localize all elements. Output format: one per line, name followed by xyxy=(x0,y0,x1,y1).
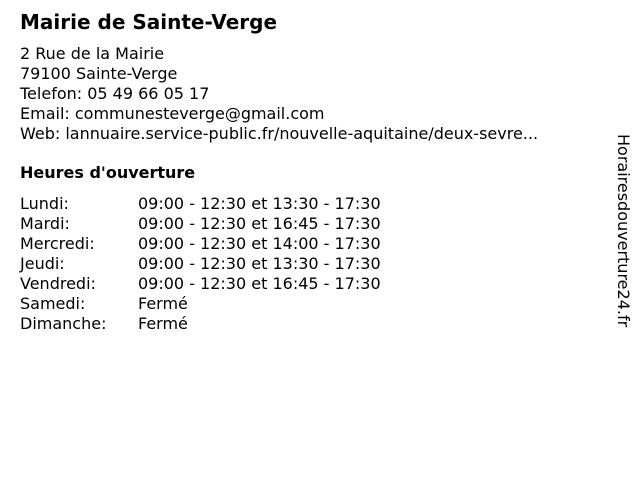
time-value: 09:00 - 12:30 et 13:30 - 17:30 xyxy=(138,194,381,213)
day-label: Vendredi: xyxy=(20,274,96,293)
hours-row-lundi xyxy=(20,194,440,214)
street-address: 2 Rue de la Mairie xyxy=(20,44,165,63)
time-value: Fermé xyxy=(138,314,188,333)
address-block xyxy=(20,44,538,144)
time-value: 09:00 - 12:30 et 16:45 - 17:30 xyxy=(138,274,381,293)
time-value: 09:00 - 12:30 et 14:00 - 17:30 xyxy=(138,234,381,253)
hours-table xyxy=(20,194,440,334)
hours-heading: Heures d'ouverture xyxy=(20,163,196,182)
day-label: Mardi: xyxy=(20,214,70,233)
hours-row-vendredi xyxy=(20,274,440,294)
site-watermark: Horairesdouverture24.fr xyxy=(614,134,633,328)
day-label: Samedi: xyxy=(20,294,86,313)
day-label: Mercredi: xyxy=(20,234,95,253)
website-link: Web: lannuaire.service-public.fr/nouvelle-aquitaine/deux-sevre... xyxy=(20,124,539,143)
email-address: Email: communesteverge@gmail.com xyxy=(20,104,325,123)
time-value: 09:00 - 12:30 et 13:30 - 17:30 xyxy=(138,254,381,273)
day-label: Dimanche: xyxy=(20,314,107,333)
city-address: 79100 Sainte-Verge xyxy=(20,64,178,83)
hours-row-mercredi xyxy=(20,234,440,254)
time-value: Fermé xyxy=(138,294,188,313)
hours-row-samedi xyxy=(20,294,440,314)
day-label: Jeudi: xyxy=(20,254,65,273)
hours-row-mardi xyxy=(20,214,440,234)
day-label: Lundi: xyxy=(20,194,69,213)
time-value: 09:00 - 12:30 et 16:45 - 17:30 xyxy=(138,214,381,233)
hours-row-jeudi xyxy=(20,254,440,274)
page-title: Mairie de Sainte-Verge xyxy=(20,10,278,34)
phone-number: Telefon: 05 49 66 05 17 xyxy=(20,84,210,103)
hours-row-dimanche xyxy=(20,314,440,334)
